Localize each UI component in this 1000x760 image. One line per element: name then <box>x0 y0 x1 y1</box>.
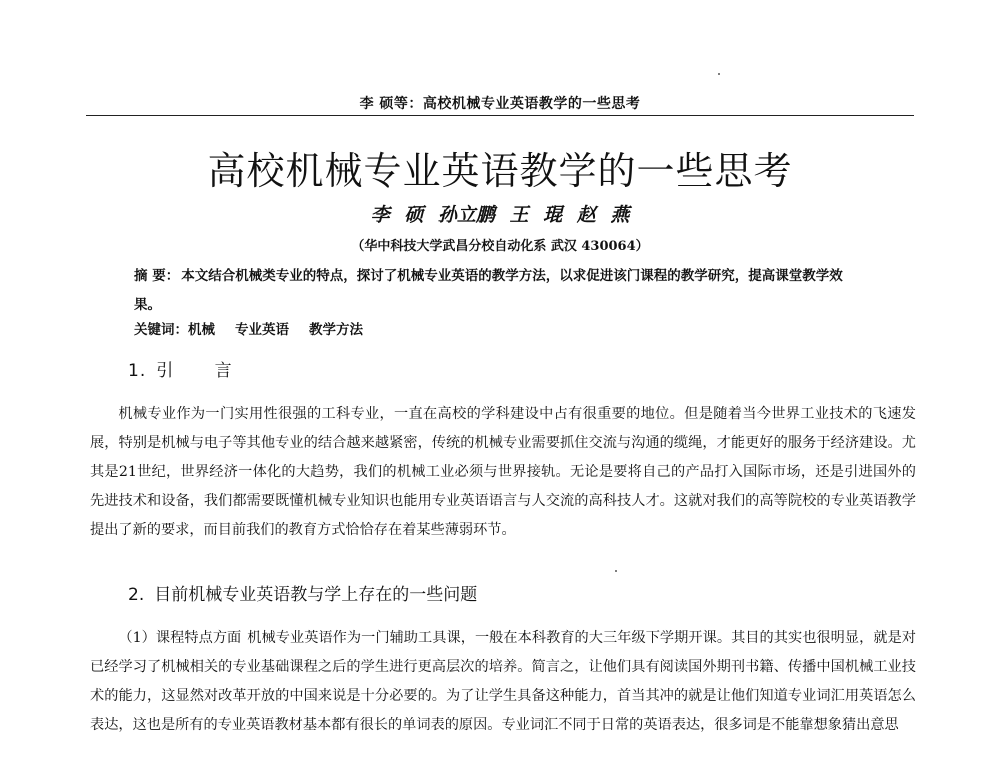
paragraph-text: 机械专业英语作为一门辅助工具课，一般在本科教育的大三年级下学期开课。其目的其实也很明显，就是对已经学习了机械相关的专业基础课程之后的学生进行更高层次的培养。简言之，让他们具有阅读国外期刊书籍、传播中国机械工业技术的能力，这显然对改革开放的中国来说是十分必要的。为了让学生具备这种能力，首当其冲的就是让他们知道专业词汇用英语怎么表达，这也是所有的专业英语教材基本都有很长的单词表的原因。专业词汇不同于日常的英语表达，很多词是不能靠想象猜出意思 <box>90 630 916 733</box>
section-number: 2. <box>128 585 145 605</box>
author-name: 赵 燕 <box>576 204 630 226</box>
body-paragraph: 机械专业作为一门实用性很强的工科专业，一直在高校的学科建设中占有很重要的地位。但是随着当今世界工业技术的飞速发展，特别是机械与电子等其他专业的结合越来越紧密，传统的机械专业需要抓住交流与沟通的缆绳，才能更好的服务于经济建设。尤其是21世纪，世界经济一体化的大趋势，我们的机械工业必须与世界接轨。无论是要将自己的产品打入国际市场，还是引进国外的先进技术和设备，我们都需要既懂机械专业知识也能用专业英语语言与人交流的高科技人才。这就对我们的高等院校的专业英语教学提出了新的要求，而目前我们的教育方式恰恰存在着某些薄弱环节。 <box>90 406 916 538</box>
running-header: 李 硕等：高校机械专业英语教学的一些思考 <box>359 96 641 112</box>
abstract-text: 本文结合机械类专业的特点，探讨了机械专业英语的教学方法，以求促进该门课程的教学研究，提高课堂教学效果。 <box>134 268 843 313</box>
author-list <box>0 200 1000 227</box>
keyword: 专业英语 <box>235 322 289 338</box>
subsection-lead: （1）课程特点方面 <box>118 630 242 646</box>
author-name: 孙立鹏 <box>437 204 495 226</box>
section-title: 目前机械专业英语教与学上存在的一些问题 <box>154 585 478 605</box>
section-title: 引 言 <box>156 361 250 381</box>
keywords <box>134 320 854 340</box>
paper-title: 高校机械专业英语教学的一些思考 <box>207 149 793 193</box>
scan-speck <box>615 570 617 572</box>
keywords-label: 关键词： <box>134 322 188 338</box>
keyword: 教学方法 <box>309 322 363 338</box>
keyword: 机械 <box>188 322 215 338</box>
author-name: 李 硕 <box>370 204 424 226</box>
abstract <box>134 262 854 320</box>
scan-speck <box>718 73 720 75</box>
section-number: 1. <box>128 361 147 381</box>
affiliation: （华中科技大学武昌分校自动化系 武汉 430064） <box>351 239 649 254</box>
abstract-label: 摘 要： <box>134 268 180 284</box>
section-heading-introduction <box>128 360 250 382</box>
author-name: 王 琨 <box>509 204 563 226</box>
header-rule <box>86 115 914 116</box>
section-heading-problems <box>128 584 477 606</box>
body-paragraph <box>90 624 916 740</box>
